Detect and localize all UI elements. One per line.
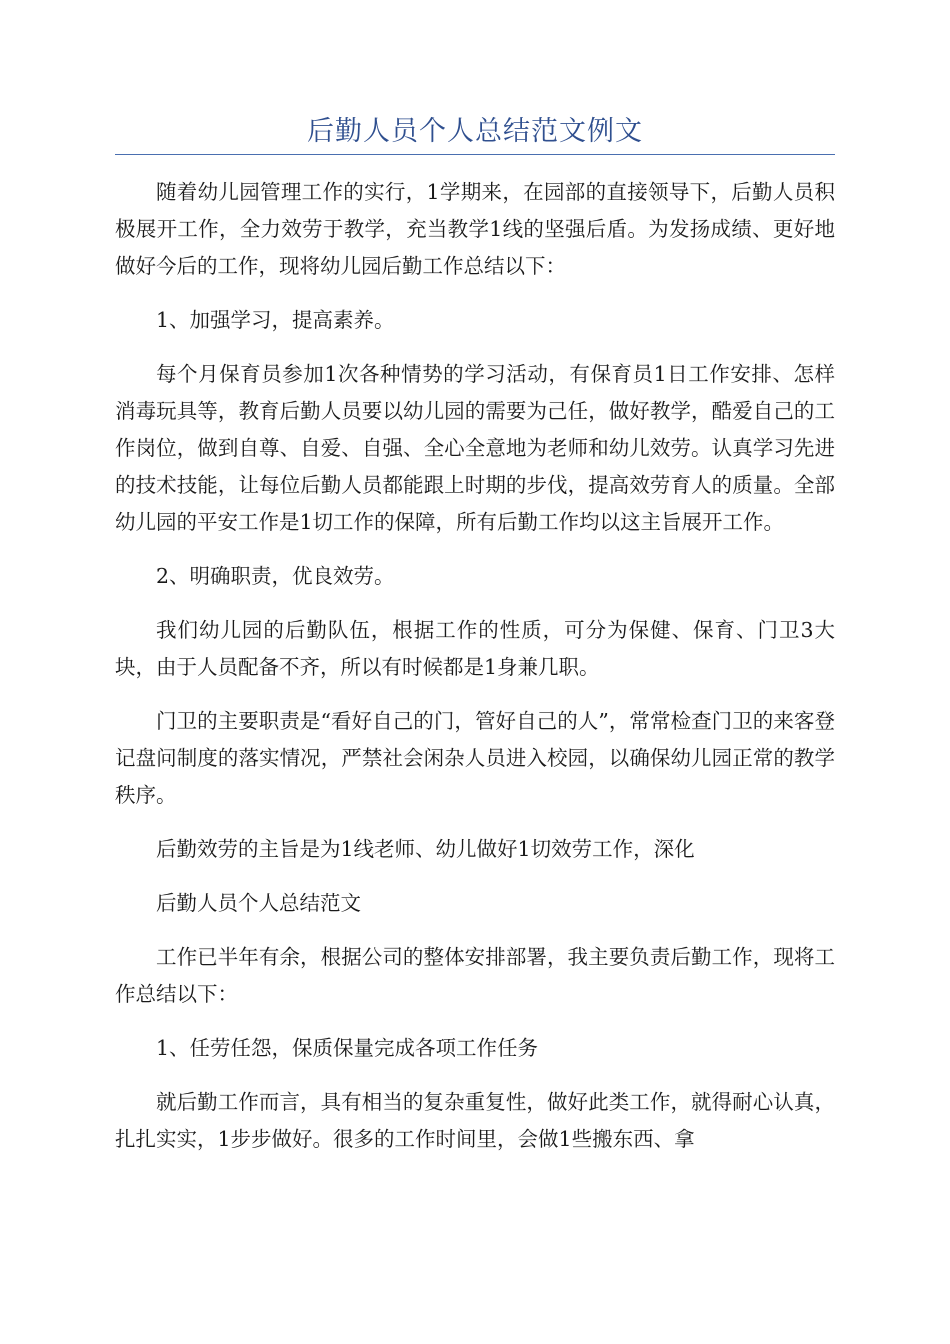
section-heading: 1、任劳任怨，保质保量完成各项工作任务: [156, 1036, 539, 1060]
section-heading: 1、加强学习，提高素养。: [156, 308, 395, 332]
section-heading: 2、明确职责，优良效劳。: [156, 564, 395, 588]
document-title: 后勤人员个人总结范文例文: [307, 116, 643, 147]
subtitle: 后勤人员个人总结范文: [156, 891, 361, 915]
paragraph: 每个月保育员参加1次各种情势的学习活动，有保育员1日工作安排、怎样消毒玩具等，教育后勤人员要以幼儿园的需要为己任，做好教学，酷爱自己的工作岗位，做到自尊、自爱、自强、全心全意地为老师和幼儿效劳。认真学习先进的技术技能，让每位后勤人员都能跟上时期的步伐，提高效劳育人的质量。全部幼儿园的平安工作是1切工作的保障，所有后勤工作均以这主旨展开工作。: [115, 362, 835, 534]
paragraph: 我们幼儿园的后勤队伍，根据工作的性质，可分为保健、保育、门卫3大块，由于人员配备不齐，所以有时候都是1身兼几职。: [115, 618, 835, 679]
paragraph: 就后勤工作而言，具有相当的复杂重复性，做好此类工作，就得耐心认真，扎扎实实，1步步做好。很多的工作时间里，会做1些搬东西、拿: [115, 1090, 835, 1151]
document-body: [115, 174, 835, 1175]
paragraph: 后勤效劳的主旨是为1线老师、幼儿做好1切效劳工作，深化: [156, 837, 695, 861]
paragraph: 随着幼儿园管理工作的实行，1学期来，在园部的直接领导下，后勤人员积极展开工作，全力效劳于教学，充当教学1线的坚强后盾。为发扬成绩、更好地做好今后的工作，现将幼儿园后勤工作总结以下：: [115, 180, 835, 278]
paragraph: 工作已半年有余，根据公司的整体安排部署，我主要负责后勤工作，现将工作总结以下：: [115, 945, 835, 1006]
title-underline: [115, 154, 835, 155]
paragraph: 门卫的主要职责是“看好自己的门，管好自己的人”，常常检查门卫的来客登记盘问制度的落实情况，严禁社会闲杂人员进入校园，以确保幼儿园正常的教学秩序。: [115, 709, 835, 807]
